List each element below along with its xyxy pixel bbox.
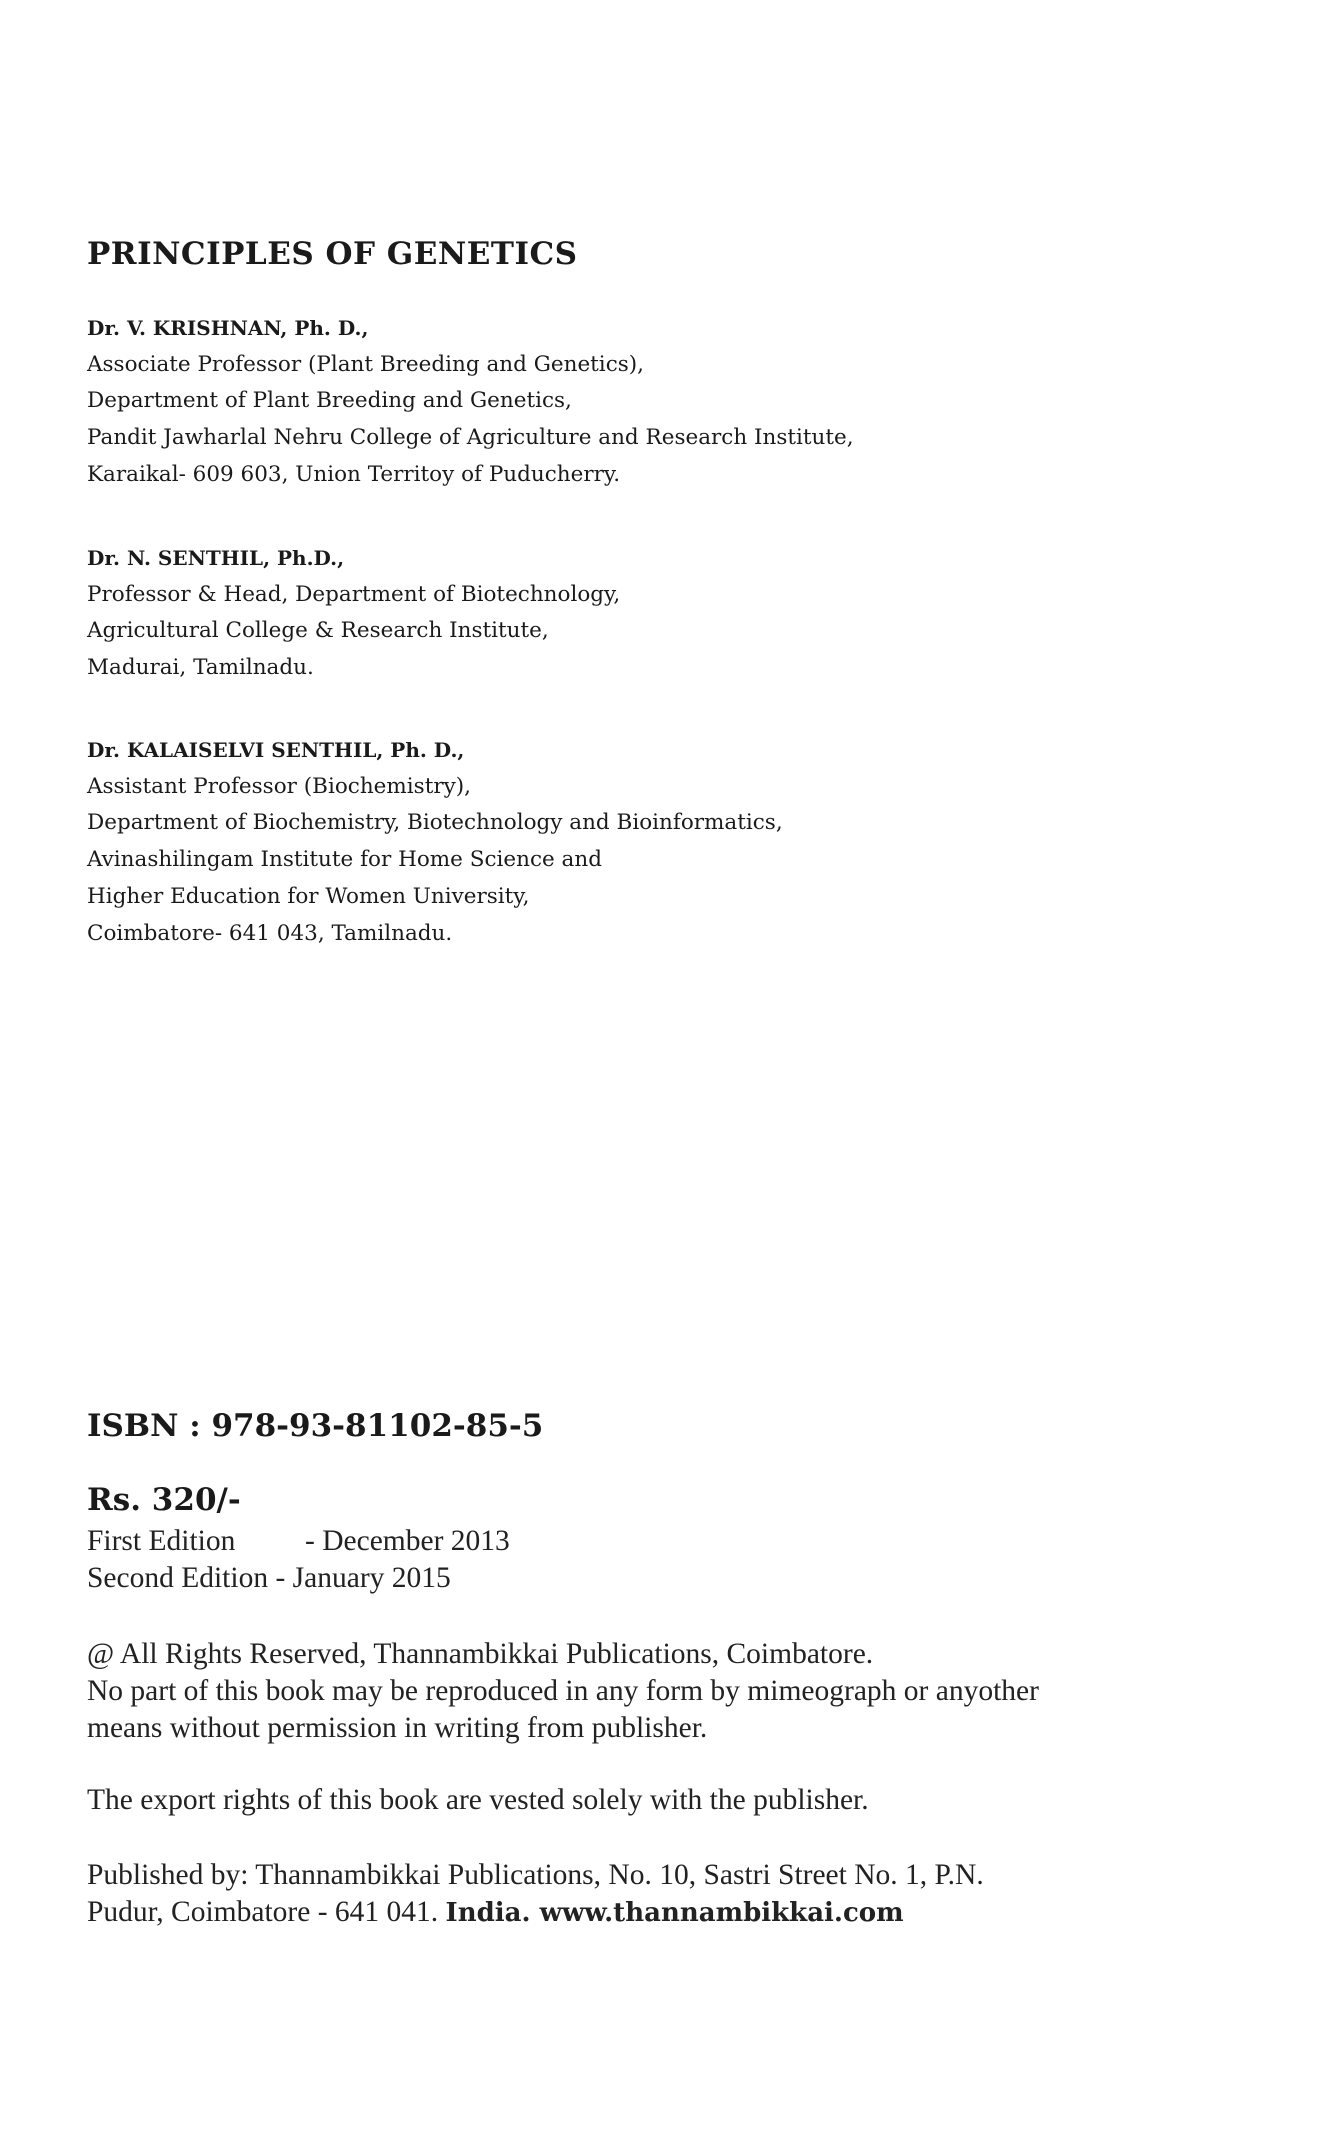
author-affiliation-line: Karaikal- 609 603, Union Territoy of Puducherry. xyxy=(87,461,621,487)
author-name: Dr. V. KRISHNAN, Ph. D., xyxy=(87,316,369,340)
edition-date: - December 2013 xyxy=(305,1525,510,1557)
publisher-info xyxy=(87,1857,984,1932)
edition-row xyxy=(87,1560,510,1597)
edition-label: First Edition xyxy=(87,1525,236,1557)
edition-row xyxy=(87,1523,510,1560)
rights-line: means without permission in writing from publisher. xyxy=(87,1712,708,1744)
export-rights: The export rights of this book are vested solely with the publisher. xyxy=(87,1784,869,1816)
isbn: ISBN : 978-93-81102-85-5 xyxy=(87,1408,544,1444)
author-block-3 xyxy=(87,732,783,952)
edition-label: Second Edition xyxy=(87,1562,269,1594)
price: Rs. 320/- xyxy=(87,1482,241,1518)
author-affiliation-line: Department of Plant Breeding and Genetics, xyxy=(87,388,572,414)
publisher-website: India. www.thannambikkai.com xyxy=(445,1898,904,1928)
publisher-address: Pudur, Coimbatore - 641 041. xyxy=(87,1896,439,1928)
author-affiliation-line: Coimbatore- 641 043, Tamilnadu. xyxy=(87,920,453,946)
author-name: Dr. N. SENTHIL, Ph.D., xyxy=(87,546,345,570)
author-affiliation-line: Pandit Jawharlal Nehru College of Agriculture and Research Institute, xyxy=(87,425,854,451)
publisher-line: Published by: Thannambikkai Publications, No. 10, Sastri Street No. 1, P.N. xyxy=(87,1859,984,1891)
publisher-line xyxy=(87,1894,984,1932)
edition-date: - January 2015 xyxy=(275,1562,451,1594)
rights-notice xyxy=(87,1636,1039,1747)
edition-list xyxy=(87,1523,510,1597)
author-affiliation-line: Assistant Professor (Biochemistry), xyxy=(87,773,471,799)
author-affiliation-line: Agricultural College & Research Institute, xyxy=(87,618,549,644)
book-title: PRINCIPLES OF GENETICS xyxy=(87,236,578,272)
author-affiliation-line: Avinashilingam Institute for Home Science and xyxy=(87,847,602,873)
rights-line: No part of this book may be reproduced in any form by mimeograph or anyother xyxy=(87,1675,1039,1707)
author-block-2 xyxy=(87,540,620,687)
rights-line: @ All Rights Reserved, Thannambikkai Publications, Coimbatore. xyxy=(87,1638,874,1670)
author-affiliation-line: Madurai, Tamilnadu. xyxy=(87,655,314,681)
author-affiliation-line: Department of Biochemistry, Biotechnology and Bioinformatics, xyxy=(87,810,783,836)
author-name: Dr. KALAISELVI SENTHIL, Ph. D., xyxy=(87,738,465,762)
author-affiliation-line: Associate Professor (Plant Breeding and Genetics), xyxy=(87,351,644,377)
author-block-1 xyxy=(87,310,854,494)
author-affiliation-line: Higher Education for Women University, xyxy=(87,883,530,909)
author-affiliation-line: Professor & Head, Department of Biotechnology, xyxy=(87,581,621,607)
